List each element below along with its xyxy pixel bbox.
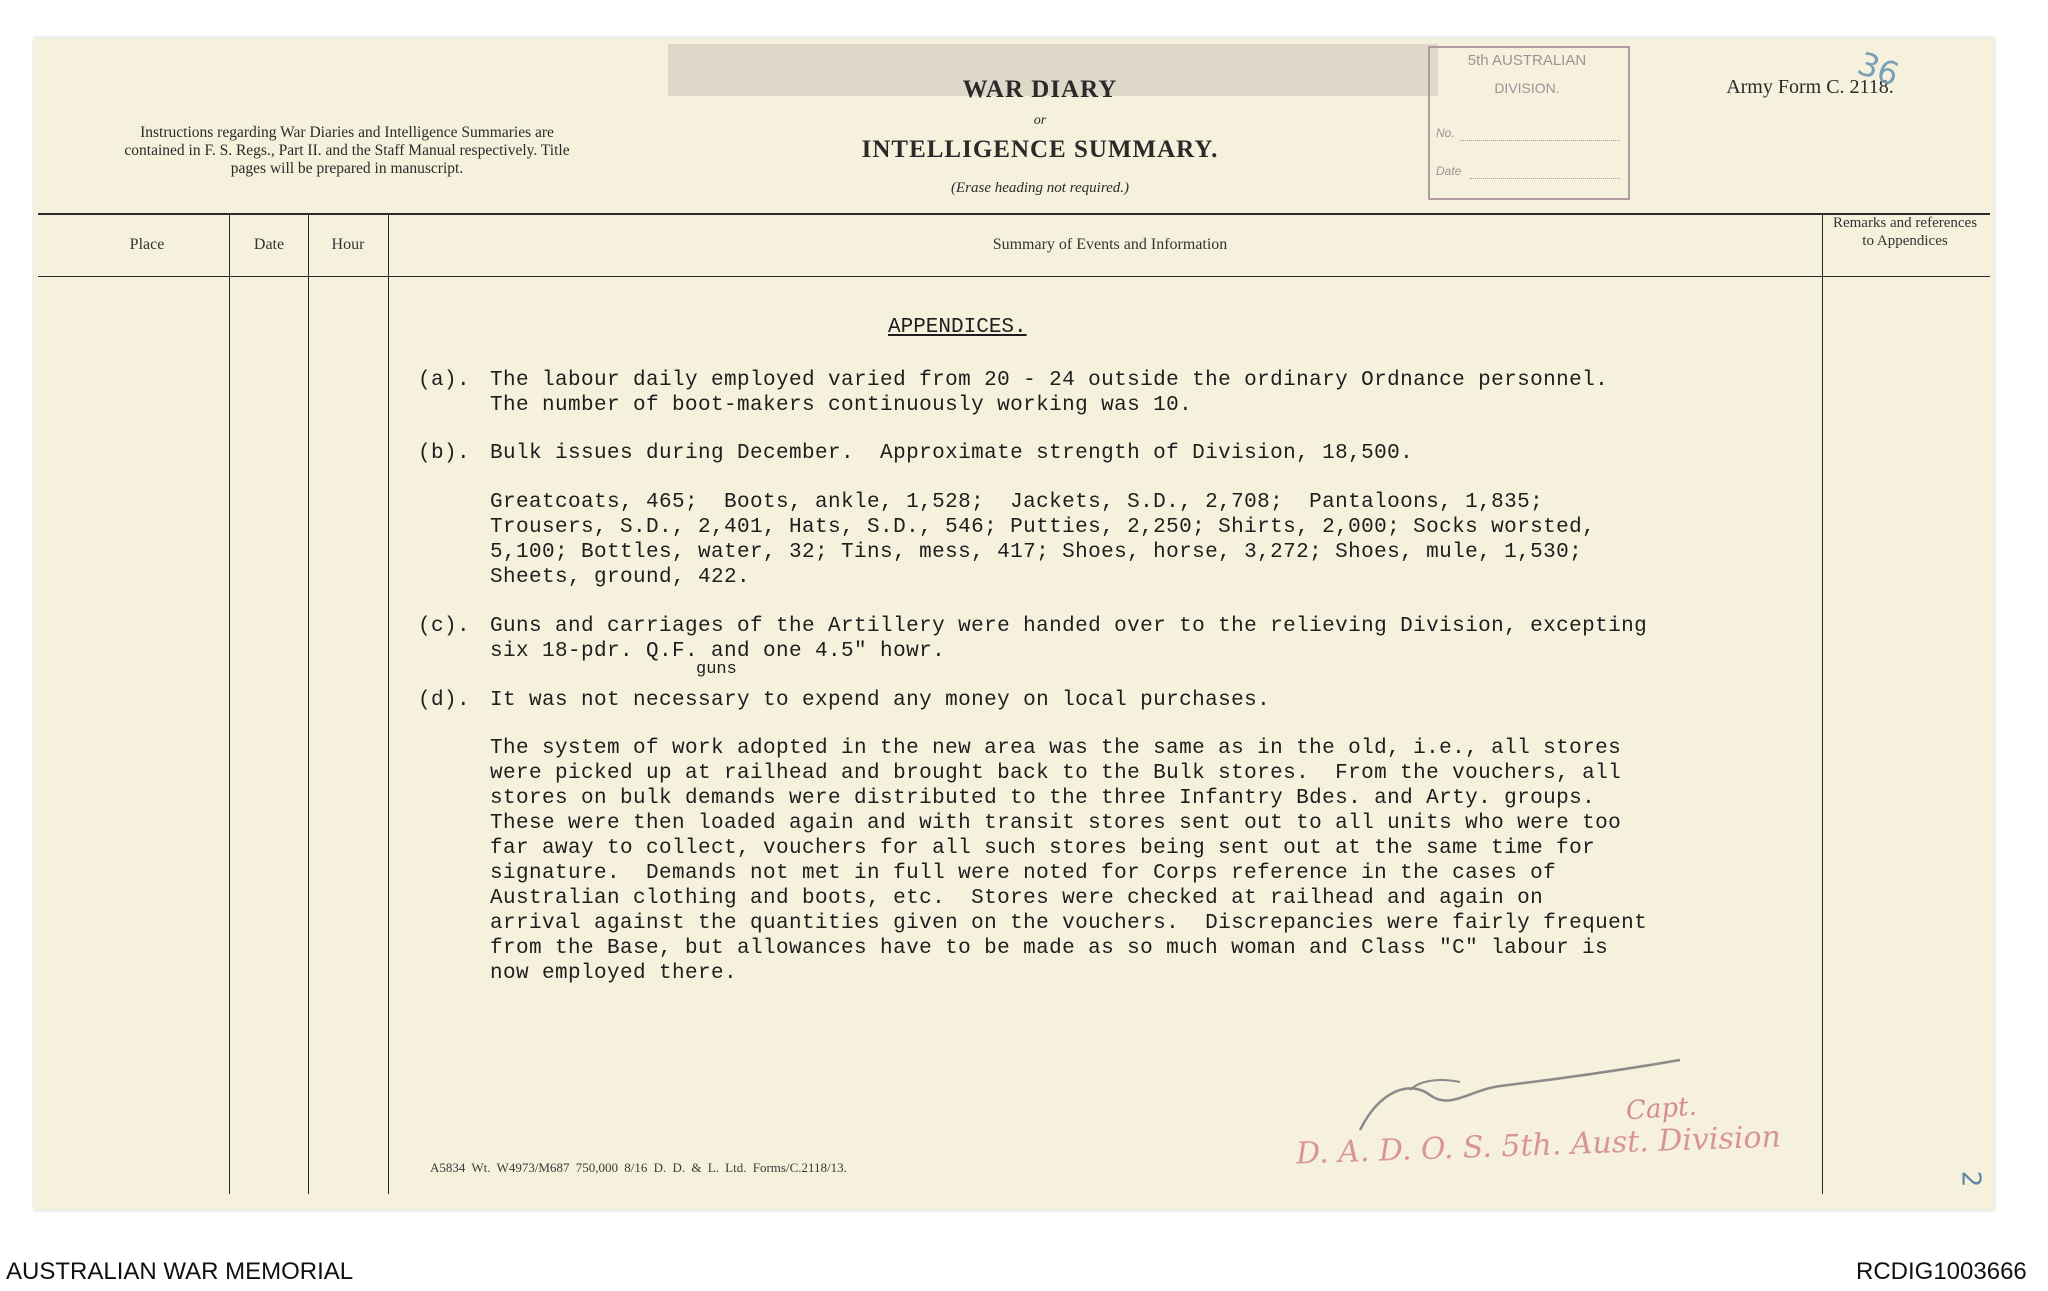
printer-imprint: A5834 Wt. W4973/M687 750,000 8/16 D. D. & L. Ltd. Forms/C.2118/13. <box>430 1160 847 1175</box>
item-d-text: It was not necessary to expend any money on local purchases. <box>490 689 1271 712</box>
item-b-text: Bulk issues during December. Approximate strength of Division, 18,500. <box>490 442 1414 465</box>
top-rule <box>38 213 1990 215</box>
col-divider-summary <box>388 214 389 1194</box>
side-page-number: 2 <box>1955 1170 1986 1188</box>
stamp-date-label: Date <box>1436 164 1462 178</box>
stamp-line-2: DIVISION. <box>1494 80 1560 96</box>
item-c-text: Guns and carriages of the Artillery were handed over to the relieving Division, excepting six 18-pdr. Q.F. and one 4.5" howr. <box>490 615 1648 663</box>
col-header-summary: Summary of Events and Information <box>992 236 1228 253</box>
item-b-label: (b). <box>418 442 471 465</box>
signature-title-stamp: D. A. D. O. S. 5th. Aust. Division <box>1295 1119 1782 1172</box>
footer-source: AUSTRALIAN WAR MEMORIAL <box>6 1258 354 1285</box>
col-divider-date <box>229 214 230 1194</box>
col-header-place: Place <box>129 236 165 253</box>
army-form-number: Army Form C. 2118. <box>1726 76 1894 98</box>
instructions-note: Instructions regarding War Diaries and Intelligence Summaries are contained in F. S. Regs., Part II. and the Staff Manual respectively. Title pages will be prepared in manuscript. <box>124 124 570 177</box>
stamp-no-label: No. <box>1436 126 1455 140</box>
footer-record-id: RCDIG1003666 <box>1856 1258 2027 1285</box>
title-or: or <box>1033 113 1047 128</box>
erase-heading-note: (Erase heading not required.) <box>950 180 1130 196</box>
stamp-date-line <box>1470 178 1620 179</box>
col-divider-hour <box>308 214 309 1194</box>
stamp-no-line <box>1460 140 1620 141</box>
item-a-label: (a). <box>418 369 471 392</box>
item-c-label: (c). <box>418 615 471 638</box>
item-b-list: Greatcoats, 465; Boots, ankle, 1,528; Jackets, S.D., 2,708; Pantaloons, 1,835; Trousers, S.D., 2,401, Hats, S.D., 546; Putties, 2,250; Shirts, 2,000; Socks worsted, 5,100; Bottles, water, 32; Tins, mess, 417; Shoes, horse, 3,272; Shoes, mule, 1,530; Sheets, ground, 422. <box>490 491 1596 589</box>
title-war-diary: WAR DIARY <box>962 76 1118 103</box>
appendices-heading: APPENDICES. <box>888 316 1027 339</box>
header-rule <box>38 276 1990 277</box>
col-header-hour: Hour <box>331 236 365 253</box>
item-d-paragraph: The system of work adopted in the new area was the same as in the old, i.e., all stores were picked up at railhead and brought back to the Bulk stores. From the vouchers, all stores on bulk demands were distributed to the three Infantry Bdes. and Arty. groups. These were then loaded again and with transit stores sent out to all units who were too far away to collect, vouchers for all such stores being sent out at the same time for signature. Demands not met in full were noted for Corps reference in the cases of Australian clothing and boots, etc. Stores were checked at railhead and again on arrival against the quantities given on the vouchers. Discrepancies were fairly frequent from the Base, but allowances have to be made as so much woman and Class "C" labour is now employed there. <box>490 737 1648 985</box>
item-d-label: (d). <box>418 689 471 712</box>
item-a-text: The labour daily employed varied from 20 - 24 outside the ordinary Ordnance personnel. The number of boot-makers continuously working was 10. <box>490 369 1609 417</box>
item-c-insert: guns <box>696 660 737 679</box>
col-header-remarks: Remarks and references to Appendices <box>1832 215 1978 249</box>
pencil-page-number: 36 <box>1852 44 1904 94</box>
title-intelligence-summary: INTELLIGENCE SUMMARY. <box>861 136 1219 163</box>
col-header-date: Date <box>253 236 285 253</box>
signature-rank: Capt. <box>1625 1091 1698 1127</box>
stamp-line-1: 5th AUSTRALIAN <box>1467 52 1587 69</box>
col-divider-remarks <box>1822 214 1823 1194</box>
